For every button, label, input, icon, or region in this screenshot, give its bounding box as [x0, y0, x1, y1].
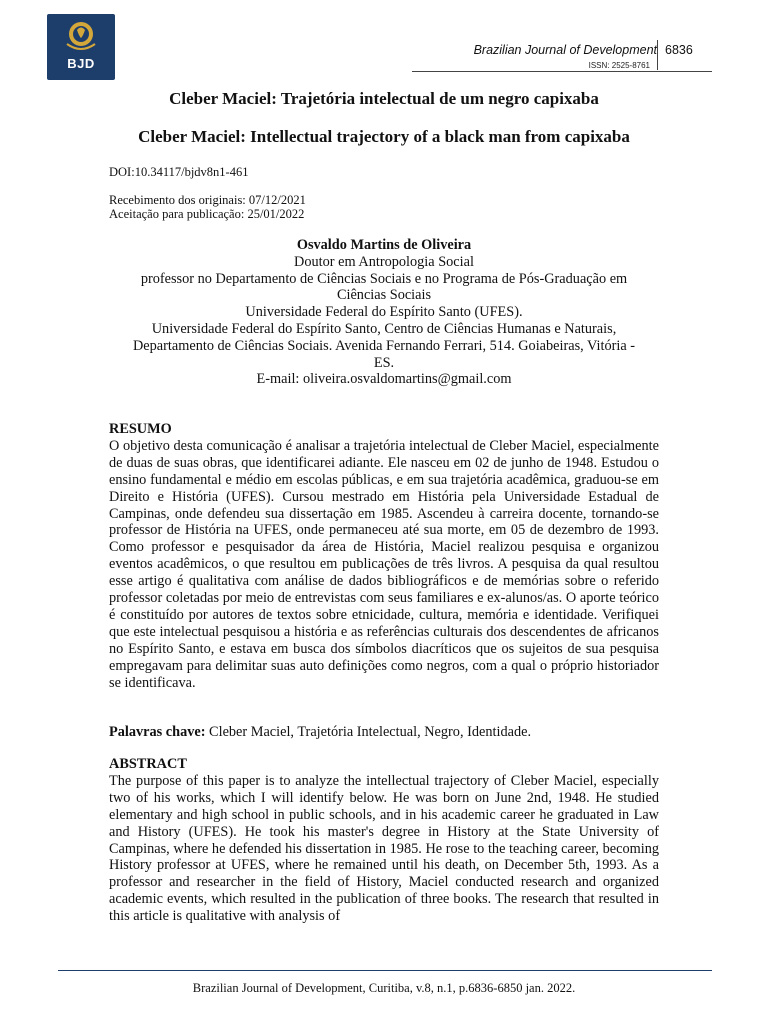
author-block — [109, 237, 659, 388]
journal-name: Brazilian Journal of Development — [473, 43, 657, 57]
keywords — [109, 724, 531, 741]
issn: ISSN: 2525-8761 — [588, 61, 650, 70]
author-line: professor no Departamento de Ciências Sociais e no Programa de Pós-Graduação em — [140, 270, 628, 287]
title-portuguese: Cleber Maciel: Trajetória intelectual de um negro capixaba — [169, 89, 599, 108]
author-line: Doutor em Antropologia Social — [294, 253, 474, 270]
accepted-date: Aceitação para publicação: 25/01/2022 — [109, 207, 305, 221]
author-line: Universidade Federal do Espírito Santo (UFES). — [245, 304, 523, 321]
author-line: Universidade Federal do Espírito Santo, Centro de Ciências Humanas e Naturais, — [151, 320, 617, 337]
author-line: Ciências Sociais — [336, 287, 432, 304]
resumo-text: O objetivo desta comunicação é analisar a trajetória intelectual de Cleber Maciel, especialmente de duas de suas obras, que identificarei adiante. Ele nasceu em 02 de junho de 1948. Estudou o ensino fundamental e médio em escolas públicas, e em sua trajetória acadêmica, graduou-se em Direito e História (UFES). Cursou mestrado em História pela Universidade Estadual de Campinas, onde defendeu sua dissertação em 1985. Ascendeu à carreira docente, tornando-se professor de História na UFES, onde permaneceu até sua morte, em 05 de dezembro de 1993. Como professor e pesquisador da área de História, Maciel realizou pesquisa e organizou eventos acadêmicos, o que resultou em publicações de três livros. A pesquisa da qual resultou esse artigo é qualitativa com análise de dados bibliográficos e de memórias sobre o referido professor coletadas por meio de entrevistas com seus familiares e ex-alunos/as. O aporte teórico é constituído por autores de textos sobre etnicidade, cultura, memória e identidade. Verifiquei que este intelectual pesquisou a história e as referências culturais dos descendentes de africanos no Espírito Santo, e estava em busca dos símbolos diacríticos que os sujeitos de sua pesquisa empregavam para delimitar suas auto definições como negros, com a qual o próprio historiador se identificava. — [109, 437, 659, 691]
received-date: Recebimento dos originais: 07/12/2021 — [109, 193, 306, 207]
trophy-icon — [47, 14, 115, 58]
header-divider — [657, 40, 658, 70]
logo-text: BJD — [67, 56, 95, 71]
keywords-label: Palavras chave: — [109, 724, 206, 740]
resumo-section — [109, 421, 659, 692]
author-name: Osvaldo Martins de Oliveira — [296, 237, 472, 253]
author-line: Departamento de Ciências Sociais. Avenida Fernando Ferrari, 514. Goiabeiras, Vitória - — [132, 337, 636, 354]
keywords-text: Cleber Maciel, Trajetória Intelectual, Negro, Identidade. — [205, 724, 532, 740]
page-number: 6836 — [665, 43, 693, 57]
title-english: Cleber Maciel: Intellectual trajectory of a black man from capixaba — [138, 127, 630, 146]
author-email: E-mail: oliveira.osvaldomartins@gmail.com — [256, 371, 512, 388]
author-line: ES. — [373, 354, 395, 371]
footer-rule — [58, 970, 712, 971]
abstract-heading: ABSTRACT — [109, 756, 187, 772]
header-rule — [412, 71, 712, 72]
abstract-section — [109, 756, 659, 925]
journal-logo — [47, 14, 115, 80]
doi: DOI:10.34117/bjdv8n1-461 — [109, 165, 249, 179]
resumo-heading: RESUMO — [109, 421, 172, 437]
footer-citation: Brazilian Journal of Development, Curitiba, v.8, n.1, p.6836-6850 jan. 2022. — [192, 981, 576, 995]
abstract-text: The purpose of this paper is to analyze the intellectual trajectory of Cleber Maciel, especially two of his works, which I will identify below. He was born on June 2nd, 1948. He studied elementary and high school in public schools, and in his academic career he graduated in Law and History (UFES). He took his master's degree in History at the State University of Campinas, where he defended his dissertation in 1985. He rose to the teaching career, becoming History professor at UFES, where he remained until his death, on December 5th, 1993. As a professor and researcher in the field of History, Maciel conducted research and organized academic events, which resulted in the publication of three books. The research that resulted in this article is qualitative with analysis of — [109, 772, 659, 925]
